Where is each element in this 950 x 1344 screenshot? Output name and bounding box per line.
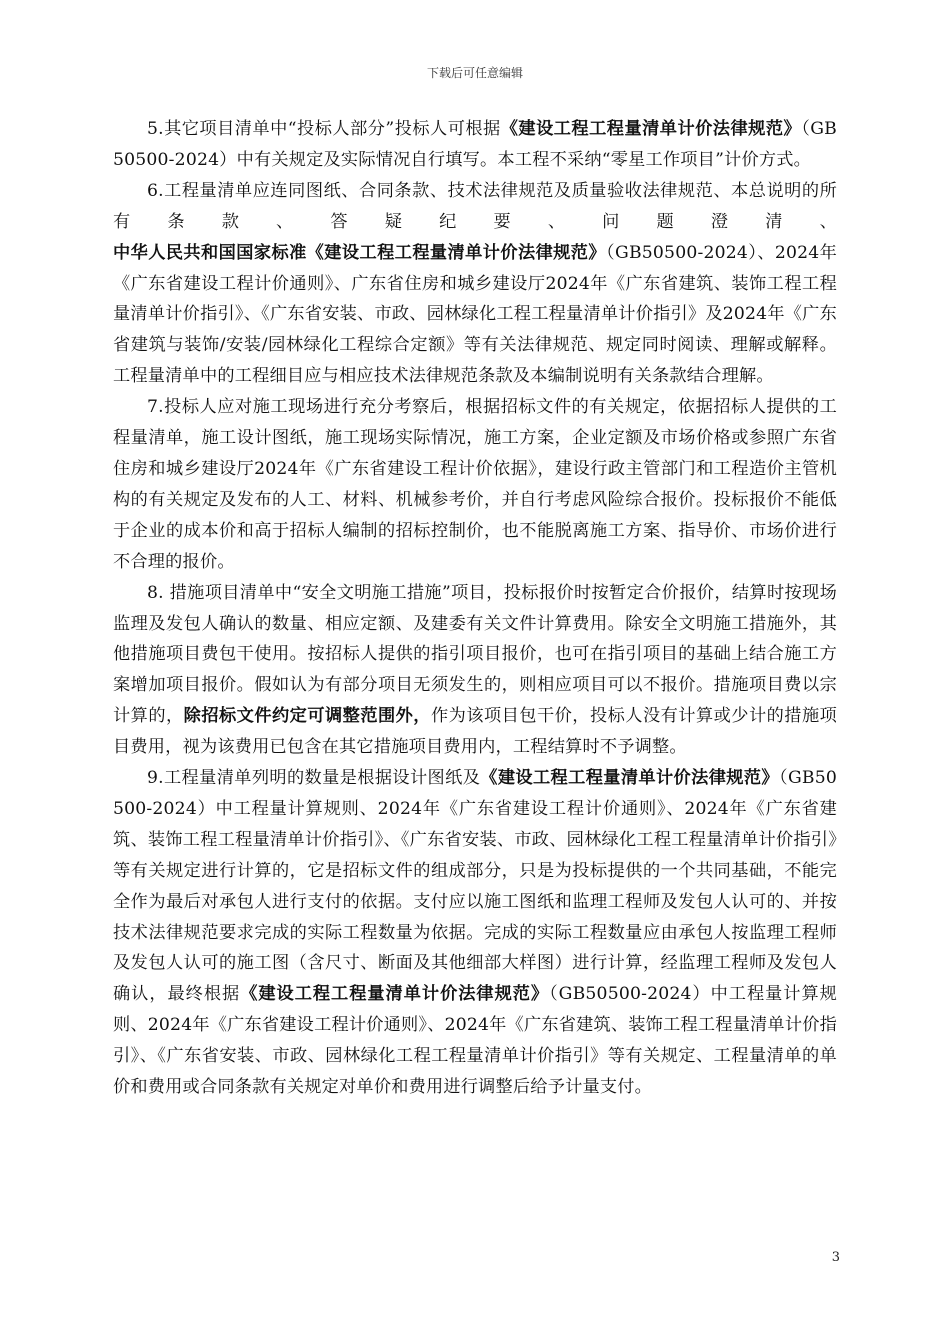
paragraph-text: 8. 措施项目清单中“安全文明施工措施”项目，投标报价时按暂定合价报价，结算时按现场监理及发包人确认的数量、相应定额、及建委有关文件计算费用。除安全文明施工措施外，其他措施项目费包干使用。按招标人提供的指引项目报价，也可在指引项目的基础上结合施工方案增加项目报价。假如认为有部分项目无须发生的，则相应项目可以不报价。措施项目费以宗计算的，	[113, 582, 837, 727]
paragraph-text: 作为该项目包干价，投标人没有计算或少计的措施项目费用，视为该费用已包含在其它措施项目费用内，工程结算时不予调整。	[113, 706, 837, 758]
paragraph-9	[113, 763, 837, 1103]
document-body	[113, 114, 837, 1103]
paragraph-7	[113, 392, 837, 577]
bold-emphasis: 除招标文件约定可调整范围外，	[183, 706, 431, 727]
paragraph-text: （GB50500-2024）、2024年《广东省建设工程计价通则》、广东省住房和城乡建设厅2024年《广东省建筑、装饰工程工程量清单计价指引》、《广东省安装、市政、园林绿化工程工程量清单计价指引》及2024年《广东省建筑与装饰/安装/园林绿化工程综合定额》等有关法律规范、规定同时阅读、理解或解释。工程量清单中的工程细目应与相应技术法律规范条款及本编制说明有关条款结合理解。	[113, 242, 837, 387]
paragraph-text: （GB50500-2024）中工程量计算规则、2024年《广东省建设工程计价通则》、2024年《广东省建筑、装饰工程工程量清单计价指引》、《广东省安装、市政、园林绿化工程工程量清单计价指引》等有关规定进行计算的，它是招标文件的组成部分，只是为投标提供的一个共同基础，不能完全作为最后对承包人进行支付的依据。支付应以施工图纸和监理工程师及发包人认可的、并按技术法律规范要求完成的实际工程数量为依据。完成的实际工程数量应由承包人按监理工程师及发包人认可的施工图（含尺寸、断面及其他细部大样图）进行计算，经监理工程师及发包人确认，最终根据	[113, 768, 837, 1005]
bold-citation: 《建设工程工程量清单计价法律规范》	[480, 768, 779, 789]
paragraph-text: （GB50500-2024）中有关规定及实际情况自行填写。本工程不采纳“零星工作项目”计价方式。	[113, 119, 838, 170]
paragraph-6	[113, 176, 837, 392]
paragraph-text: （GB50500-2024）中工程量计算规则、2024年《广东省建设工程计价通则》、2024年《广东省建筑、装饰工程工程量清单计价指引》、《广东省安装、市政、园林绿化工程工程量清单计价指引》等有关规定、工程量清单的单价和费用或合同条款有关规定对单价和费用进行调整后给予计量支付。	[113, 984, 838, 1098]
bold-citation: 中华人民共和国国家标准《建设工程工程量清单计价法律规范》	[113, 242, 607, 263]
bold-citation: 《建设工程工程量清单计价法律规范》	[240, 984, 550, 1005]
paragraph-5	[113, 114, 837, 176]
page-header: 下载后可任意编辑	[426, 66, 523, 80]
bold-citation: 《建设工程工程量清单计价法律规范》	[500, 119, 802, 139]
paragraph-8	[113, 578, 837, 763]
paragraph-text: 9.工程量清单列明的数量是根据设计图纸及	[147, 768, 481, 789]
page-number: 3	[831, 1250, 840, 1265]
paragraph-text: 5.其它项目清单中“投标人部分”投标人可根据	[147, 119, 501, 139]
paragraph-text: 7.投标人应对施工现场进行充分考察后，根据招标文件的有关规定，依据招标人提供的工程量清单，施工设计图纸，施工现场实际情况，施工方案，企业定额及市场价格或参照广东省住房和城乡建设厅2024年《广东省建设工程计价依据》，建设行政主管部门和工程造价主管机构的有关规定及发布的人工、材料、机械参考价，并自行考虑风险综合报价。投标报价不能低于企业的成本价和高于招标人编制的招标控制价，也不能脱离施工方案、指导价、市场价进行不合理的报价。	[113, 397, 837, 572]
paragraph-text: 6.工程量清单应连同图纸、合同条款、技术法律规范及质量验收法律规范、本总说明的所有条款、答疑纪要、问题澄清、	[113, 180, 837, 232]
